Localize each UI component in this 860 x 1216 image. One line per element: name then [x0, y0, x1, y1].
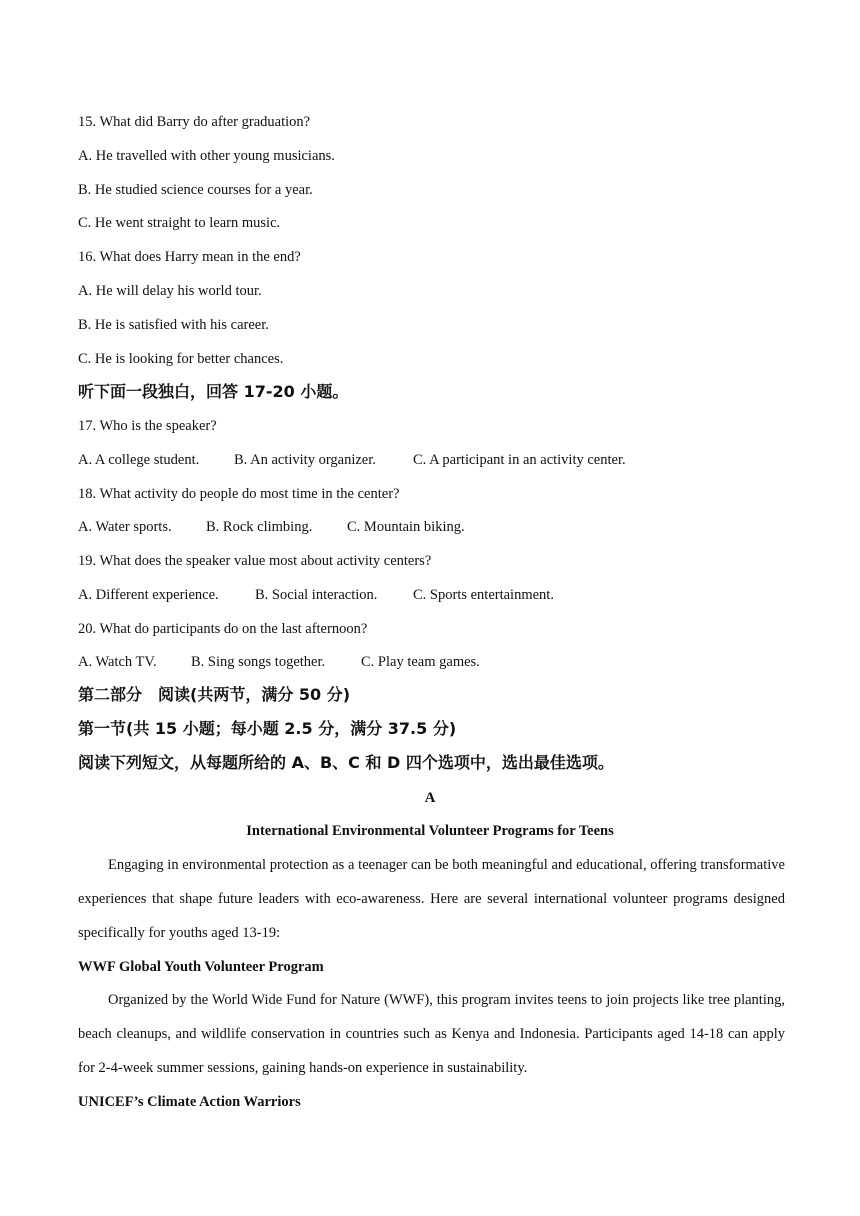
question-20: 20. What do participants do on the last afternoon?: [78, 621, 368, 637]
q17-options: [78, 450, 785, 470]
q18-option-c: C. Mountain biking.: [347, 519, 465, 535]
q19-option-b: B. Social interaction.: [255, 587, 378, 603]
section-one-title: 第一节(共 15 小题；每小题 2.5 分，满分 37.5 分): [78, 719, 457, 738]
q19-option-a: A. Different experience.: [78, 587, 219, 603]
program-2-title: UNICEF’s Climate Action Warriors: [78, 1094, 301, 1110]
q20-option-c: C. Play team games.: [361, 654, 480, 670]
q20-option-b: B. Sing songs together.: [191, 654, 326, 670]
passage-title: International Environmental Volunteer Programs for Teens: [246, 823, 614, 839]
question-16: 16. What does Harry mean in the end?: [78, 249, 301, 265]
q17-option-a: A. A college student.: [78, 452, 200, 468]
passage-intro: Engaging in environmental protection as a teenager can be both meaningful and educational, offering transformative experiences that shape future leaders with eco-awareness. Here are several international volunteer programs designed specifically for youths aged 13-19:: [78, 857, 785, 941]
question-19: 19. What does the speaker value most about activity centers?: [78, 553, 432, 569]
program-1-description: Organized by the World Wide Fund for Nature (WWF), this program invites teens to join projects like tree planting, beach cleanups, and wildlife conservation in countries such as Kenya and Indonesia. Participants aged 14-18 can apply for 2-4-week summer sessions, gaining hands-on experience in sustainability.: [78, 992, 785, 1076]
question-18: 18. What activity do people do most time in the center?: [78, 486, 400, 502]
q16-option-c: C. He is looking for better chances.: [78, 351, 284, 367]
q18-options: [78, 517, 785, 537]
question-15: 15. What did Barry do after graduation?: [78, 114, 311, 130]
q15-option-a: A. He travelled with other young musicians.: [78, 148, 335, 164]
q17-option-b: B. An activity organizer.: [234, 452, 376, 468]
q17-option-c: C. A participant in an activity center.: [413, 452, 626, 468]
q20-options: [78, 652, 785, 672]
q18-option-b: B. Rock climbing.: [206, 519, 313, 535]
q19-options: [78, 585, 785, 605]
reading-instruction: 阅读下列短文，从每题所给的 A、B、C 和 D 四个选项中，选出最佳选项。: [78, 753, 614, 772]
question-17: 17. Who is the speaker?: [78, 418, 217, 434]
q16-option-a: A. He will delay his world tour.: [78, 283, 262, 299]
q16-option-b: B. He is satisfied with his career.: [78, 317, 269, 333]
q20-option-a: A. Watch TV.: [78, 654, 157, 670]
q15-option-c: C. He went straight to learn music.: [78, 215, 281, 231]
q18-option-a: A. Water sports.: [78, 519, 172, 535]
q15-option-b: B. He studied science courses for a year.: [78, 182, 313, 198]
part-two-title: 第二部分 阅读(共两节，满分 50 分): [78, 685, 351, 704]
program-1-title: WWF Global Youth Volunteer Program: [78, 959, 324, 975]
monologue-instruction: 听下面一段独白，回答 17-20 小题。: [78, 382, 349, 401]
q19-option-c: C. Sports entertainment.: [413, 587, 554, 603]
passage-letter: A: [424, 790, 436, 806]
